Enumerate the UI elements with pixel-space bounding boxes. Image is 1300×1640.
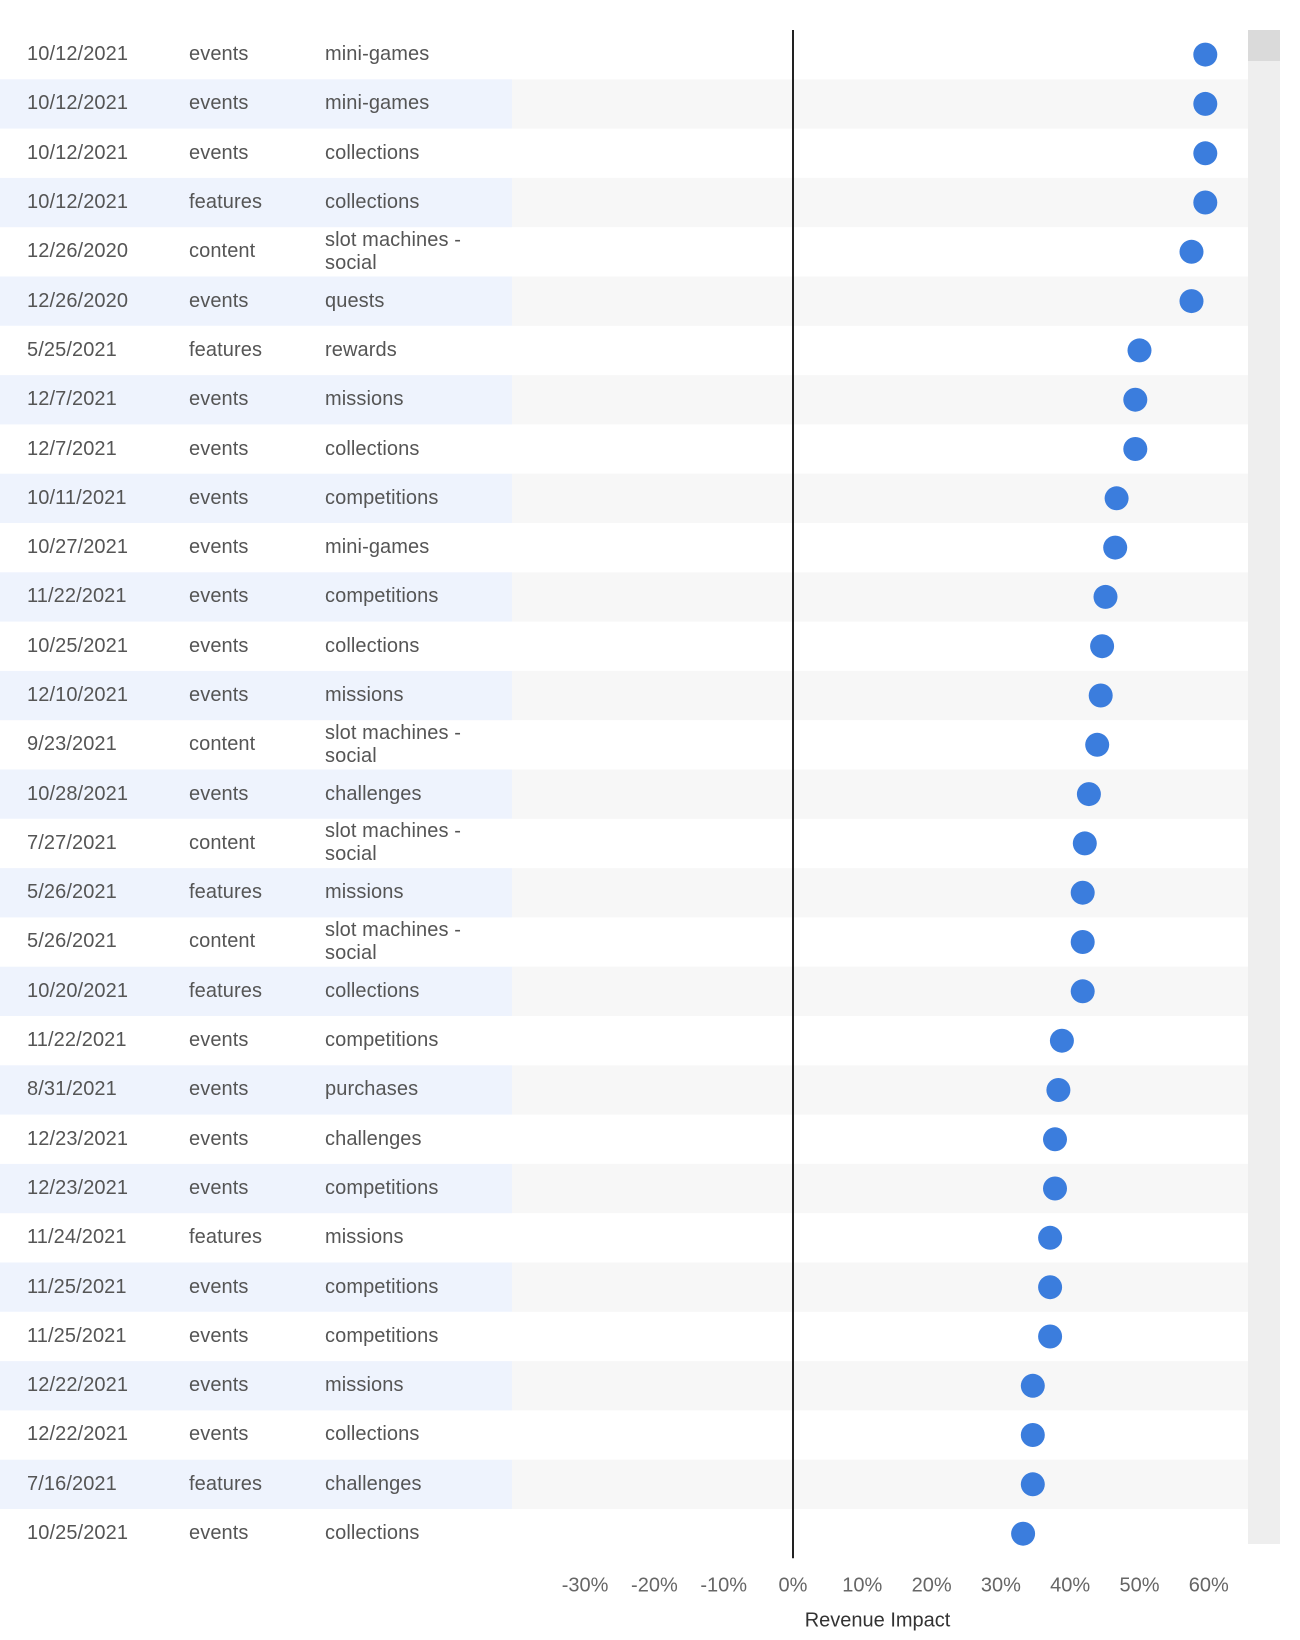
row-category: challenges [325, 1127, 422, 1150]
row-date: 12/26/2020 [27, 240, 129, 263]
row-date: 10/12/2021 [27, 141, 129, 164]
table-row[interactable] [0, 1262, 512, 1311]
table-row[interactable] [0, 227, 512, 276]
row-date: 12/22/2021 [27, 1423, 129, 1446]
data-point[interactable] [1011, 1522, 1035, 1546]
row-date: 7/27/2021 [27, 831, 117, 854]
plot-row-stripe [512, 79, 1248, 128]
row-type: features [189, 979, 263, 1002]
data-point[interactable] [1050, 1029, 1074, 1053]
row-category: collections [325, 437, 420, 460]
data-point[interactable] [1193, 191, 1217, 215]
row-date: 8/31/2021 [27, 1078, 117, 1101]
row-date: 10/20/2021 [27, 979, 129, 1002]
row-type: events [189, 92, 249, 115]
row-date: 12/22/2021 [27, 1374, 129, 1397]
row-category: competitions [325, 1324, 439, 1347]
row-category: competitions [325, 1176, 439, 1199]
row-type: events [189, 43, 249, 66]
table-row[interactable] [0, 424, 512, 473]
row-date: 12/26/2020 [27, 289, 129, 312]
data-point[interactable] [1046, 1078, 1070, 1102]
data-point[interactable] [1021, 1472, 1045, 1496]
row-category: mini-games [325, 43, 430, 66]
x-tick-label: 60% [1188, 1574, 1229, 1597]
row-date: 12/7/2021 [27, 437, 117, 460]
row-date: 11/25/2021 [27, 1324, 127, 1347]
plot-row-stripe [512, 967, 1248, 1016]
data-point[interactable] [1094, 585, 1118, 609]
table-row[interactable] [0, 572, 512, 621]
table-row[interactable] [0, 523, 512, 572]
row-date: 12/7/2021 [27, 388, 117, 411]
data-point[interactable] [1090, 634, 1114, 658]
table-row[interactable] [0, 1312, 512, 1361]
table-row[interactable] [0, 326, 512, 375]
data-point[interactable] [1193, 92, 1217, 116]
data-point[interactable] [1077, 782, 1101, 806]
row-category: collections [325, 1423, 420, 1446]
table-row[interactable] [0, 1361, 512, 1410]
row-type: events [189, 1522, 249, 1545]
plot-row-stripe [512, 770, 1248, 819]
row-date: 11/25/2021 [27, 1275, 127, 1298]
scrollbar-thumb[interactable] [1248, 30, 1280, 61]
plot-row-stripe [512, 1361, 1248, 1410]
row-type: events [189, 141, 249, 164]
row-date: 5/26/2021 [27, 881, 117, 904]
row-type: events [189, 1176, 249, 1199]
data-point[interactable] [1193, 141, 1217, 165]
table-row[interactable] [0, 917, 512, 966]
row-type: events [189, 684, 249, 706]
row-type: content [189, 930, 256, 953]
table-row[interactable] [0, 1016, 512, 1065]
table-row[interactable] [0, 720, 512, 769]
row-date: 7/16/2021 [27, 1472, 117, 1495]
x-tick-label: 10% [842, 1574, 883, 1597]
plot-row-stripe [512, 868, 1248, 917]
x-tick-label: -20% [631, 1574, 678, 1597]
data-point[interactable] [1105, 486, 1129, 510]
row-type: events [189, 1423, 249, 1446]
row-category: slot machines - social [325, 918, 461, 964]
data-point[interactable] [1073, 831, 1097, 855]
row-date: 10/25/2021 [27, 1522, 129, 1545]
row-date: 11/22/2021 [27, 585, 127, 608]
row-type: events [189, 1078, 249, 1101]
table-row[interactable] [0, 819, 512, 868]
row-category: slot machines - social [325, 820, 461, 866]
plot-row-stripe [512, 474, 1248, 523]
row-category: challenges [325, 1472, 422, 1495]
data-point[interactable] [1043, 1127, 1067, 1151]
row-category: missions [325, 388, 404, 411]
row-type: features [189, 1226, 263, 1249]
row-type: events [189, 585, 249, 608]
plot-row-stripe [512, 1164, 1248, 1213]
data-point[interactable] [1089, 684, 1113, 708]
row-type: events [189, 634, 249, 657]
row-type: events [189, 486, 249, 509]
table-row[interactable] [0, 671, 512, 720]
table-row[interactable] [0, 1115, 512, 1164]
row-date: 11/22/2021 [27, 1029, 127, 1052]
row-date: 10/12/2021 [27, 191, 129, 214]
row-type: events [189, 782, 249, 805]
row-type: events [189, 1275, 249, 1298]
row-type: content [189, 240, 256, 263]
table-row[interactable] [0, 276, 512, 325]
table-row[interactable] [0, 1509, 512, 1558]
row-category: competitions [325, 1275, 439, 1298]
row-category: collections [325, 634, 420, 657]
row-date: 10/28/2021 [27, 782, 129, 805]
data-point[interactable] [1038, 1226, 1062, 1250]
row-date: 10/27/2021 [27, 536, 129, 559]
data-point[interactable] [1038, 1275, 1062, 1299]
data-point[interactable] [1071, 881, 1095, 905]
data-point[interactable] [1021, 1423, 1045, 1447]
row-date: 10/12/2021 [27, 43, 129, 66]
row-date: 10/11/2021 [27, 486, 127, 509]
x-tick-label: 50% [1119, 1574, 1160, 1597]
row-type: features [189, 191, 263, 214]
data-point[interactable] [1128, 338, 1152, 362]
row-category: slot machines - social [325, 228, 461, 274]
row-type: features [189, 881, 263, 904]
table-row[interactable] [0, 868, 512, 917]
row-date: 5/25/2021 [27, 338, 117, 361]
plot-row-stripe [512, 572, 1248, 621]
x-tick-label: -30% [561, 1574, 609, 1597]
data-point[interactable] [1085, 733, 1109, 757]
data-point[interactable] [1193, 43, 1217, 67]
scrollbar-track[interactable] [1248, 30, 1280, 1544]
row-date: 12/23/2021 [27, 1176, 129, 1199]
data-table [0, 30, 512, 1558]
row-category: purchases [325, 1078, 419, 1101]
row-category: collections [325, 191, 420, 214]
data-point[interactable] [1071, 930, 1095, 954]
row-type: events [189, 388, 249, 411]
row-category: quests [325, 289, 385, 312]
plot-row-stripe [512, 1460, 1248, 1509]
row-type: events [189, 1127, 249, 1150]
row-category: missions [325, 1374, 404, 1397]
table-row[interactable] [0, 30, 512, 79]
row-date: 12/10/2021 [27, 684, 129, 706]
row-date: 5/26/2021 [27, 930, 117, 953]
row-category: mini-games [325, 92, 430, 115]
table-row[interactable] [0, 1065, 512, 1114]
row-type: events [189, 1374, 249, 1397]
x-tick-label: 0% [778, 1574, 808, 1597]
x-tick-label: -10% [700, 1574, 748, 1597]
data-point[interactable] [1123, 437, 1147, 461]
data-point[interactable] [1021, 1374, 1045, 1398]
row-type: events [189, 437, 249, 460]
table-row[interactable] [0, 178, 512, 227]
data-point[interactable] [1103, 536, 1127, 560]
x-axis-title: Revenue Impact [804, 1609, 951, 1632]
row-date: 10/12/2021 [27, 92, 129, 115]
row-category: competitions [325, 486, 439, 509]
row-category: missions [325, 881, 404, 904]
x-tick-label: 20% [911, 1574, 952, 1597]
row-category: challenges [325, 782, 422, 805]
table-row[interactable] [0, 1460, 512, 1509]
plot-row-stripe [512, 178, 1248, 227]
row-type: features [189, 1472, 263, 1495]
table-row[interactable] [0, 79, 512, 128]
row-category: missions [325, 684, 404, 706]
row-date: 11/24/2021 [27, 1226, 127, 1249]
row-category: competitions [325, 1029, 439, 1052]
row-type: content [189, 831, 256, 854]
row-type: events [189, 1324, 249, 1347]
data-point[interactable] [1123, 388, 1147, 412]
table-row[interactable] [0, 1164, 512, 1213]
x-tick-label: 40% [1050, 1574, 1091, 1597]
row-category: slot machines - social [325, 721, 461, 767]
row-date: 12/23/2021 [27, 1127, 129, 1150]
data-point[interactable] [1038, 1325, 1062, 1349]
table-row[interactable] [0, 474, 512, 523]
row-category: mini-games [325, 536, 430, 559]
data-point[interactable] [1071, 979, 1095, 1003]
plot-row-stripe [512, 1263, 1248, 1312]
row-type: events [189, 536, 249, 559]
row-type: events [189, 1029, 249, 1052]
row-date: 9/23/2021 [27, 733, 117, 756]
row-type: events [189, 289, 249, 312]
row-date: 10/25/2021 [27, 634, 129, 657]
data-point[interactable] [1180, 240, 1204, 264]
data-point[interactable] [1180, 289, 1204, 313]
row-category: collections [325, 1522, 420, 1545]
row-category: collections [325, 979, 420, 1002]
table-row[interactable] [0, 967, 512, 1016]
row-category: collections [325, 141, 420, 164]
plot-row-stripe [512, 277, 1248, 326]
row-type: features [189, 338, 263, 361]
row-category: rewards [325, 338, 397, 361]
table-row[interactable] [0, 769, 512, 818]
table-row[interactable] [0, 1410, 512, 1459]
table-row[interactable] [0, 622, 512, 671]
table-row[interactable] [0, 129, 512, 178]
plot-row-stripe [512, 1065, 1248, 1114]
table-row[interactable] [0, 1213, 512, 1262]
row-type: content [189, 733, 256, 756]
data-point[interactable] [1043, 1177, 1067, 1201]
row-category: competitions [325, 585, 439, 608]
plot-row-stripe [512, 671, 1248, 720]
table-row[interactable] [0, 375, 512, 424]
x-tick-label: 30% [980, 1574, 1021, 1597]
row-category: missions [325, 1226, 404, 1249]
